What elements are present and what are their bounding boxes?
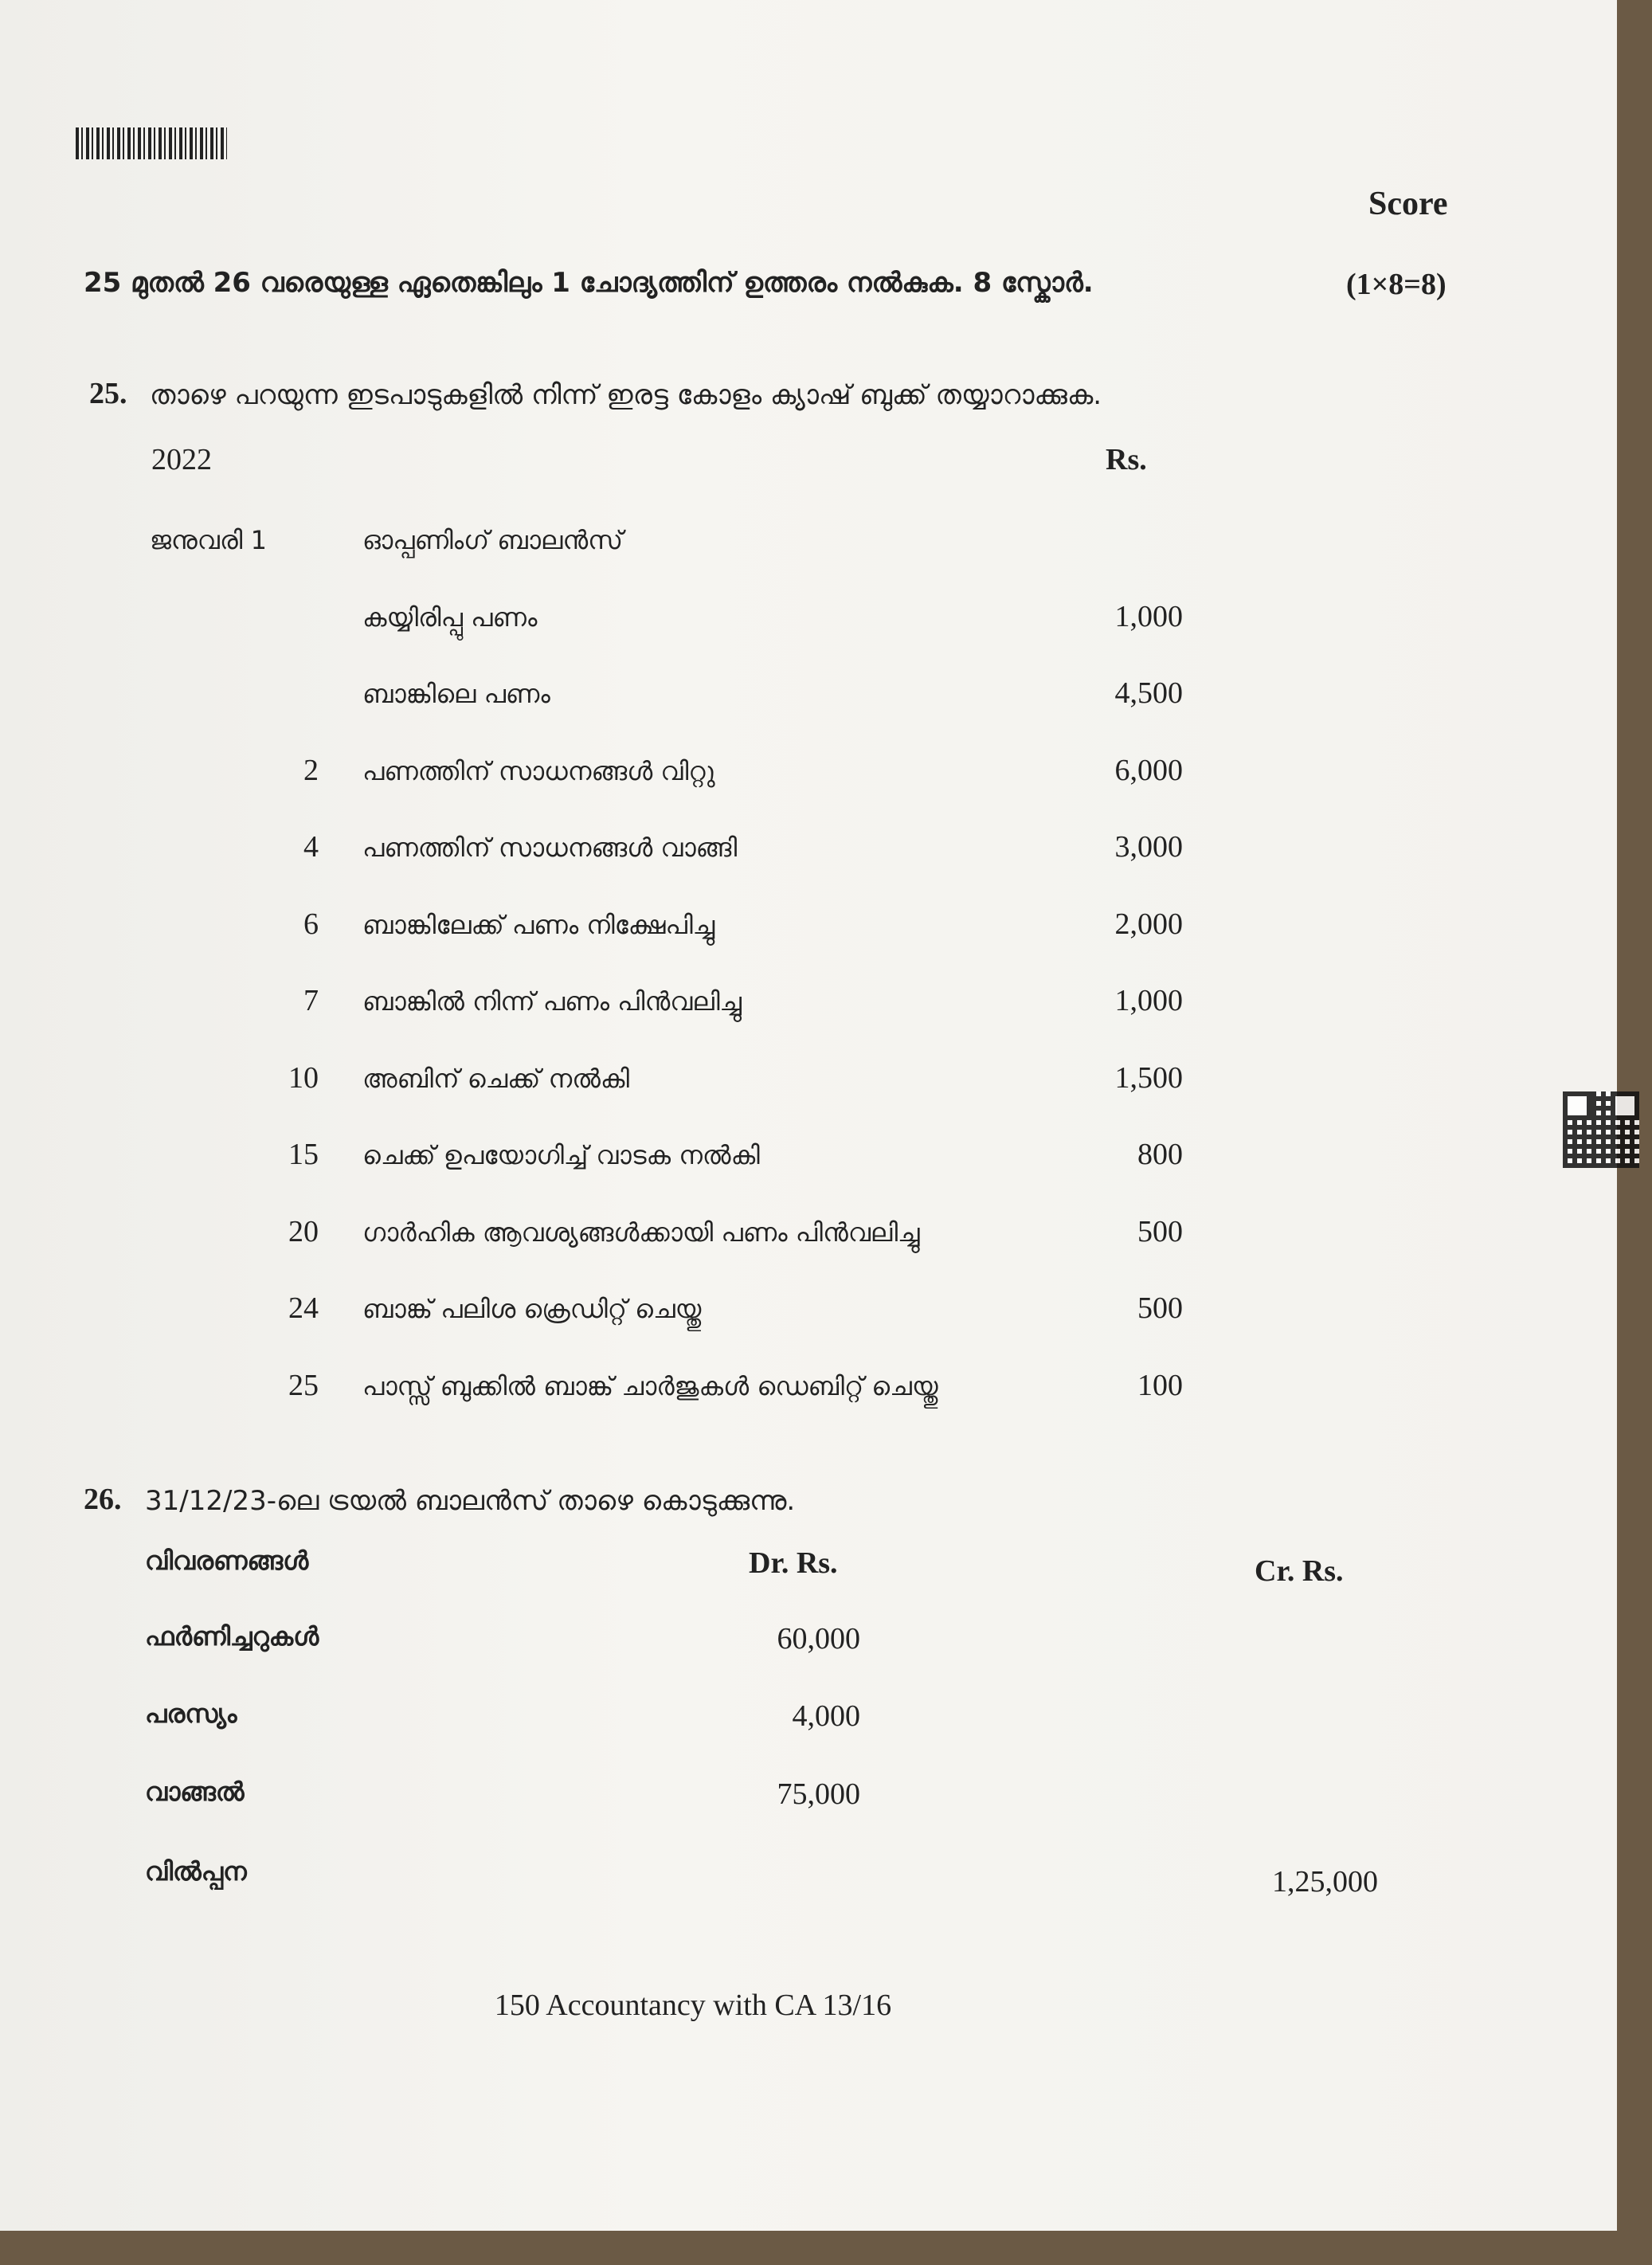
transaction-date: 7 bbox=[303, 984, 319, 1017]
transaction-description: ഓപ്പണിംഗ് ബാലൻസ് bbox=[362, 525, 624, 555]
transaction-description: ബാങ്ക് പലിശ ക്രെഡിറ്റ് ചെയ്തു bbox=[362, 1294, 702, 1324]
transaction-amount: 500 bbox=[1137, 1214, 1183, 1248]
transaction-date: 24 bbox=[288, 1291, 319, 1325]
transaction-amount: 100 bbox=[1137, 1368, 1183, 1402]
account-name: വാങ്ങൽ bbox=[145, 1777, 245, 1807]
transaction-amount: 1,000 bbox=[1114, 599, 1183, 633]
transaction-description: പണത്തിന് സാധനങ്ങൾ വാങ്ങി bbox=[362, 833, 738, 863]
transaction-description: ബാങ്കിലേക്ക് പണം നിക്ഷേപിച്ചു bbox=[362, 909, 715, 940]
transaction-amount: 2,000 bbox=[1114, 907, 1183, 941]
qr-code bbox=[1563, 1091, 1639, 1168]
score-label: Score bbox=[1368, 186, 1448, 222]
transaction-amount: 800 bbox=[1137, 1138, 1183, 1171]
account-name: പരസ്യം bbox=[145, 1699, 237, 1729]
transaction-description: ബാങ്കിലെ പണം bbox=[362, 679, 550, 709]
transaction-date: 4 bbox=[303, 830, 319, 864]
q26-header-cr: Cr. Rs. bbox=[1255, 1554, 1344, 1588]
q25-text: താഴെ പറയുന്ന ഇടപാടുകളിൽ നിന്ന് ഇരട്ട കോളം ക്യാഷ് ബുക്ക് തയ്യാറാക്കുക. bbox=[150, 379, 1102, 411]
q26-text: 31/12/23-ലെ ട്രയൽ ബാലൻസ് താഴെ കൊടുക്കുന്നു. bbox=[145, 1485, 796, 1517]
transaction-description: പണത്തിന് സാധനങ്ങൾ വിറ്റു bbox=[362, 755, 715, 786]
debit-amount: 4,000 bbox=[792, 1699, 860, 1733]
transaction-description: പാസ്സ് ബുക്കിൽ ബാങ്ക് ചാർജുകൾ ഡെബിറ്റ് ചെയ്തു bbox=[362, 1370, 938, 1401]
transaction-amount: 4,500 bbox=[1114, 676, 1183, 710]
transaction-amount: 1,000 bbox=[1114, 984, 1183, 1017]
account-name: ഫർണിച്ചറുകൾ bbox=[145, 1621, 319, 1652]
transaction-date: ജനുവരി 1 bbox=[150, 525, 267, 555]
transaction-amount: 500 bbox=[1137, 1291, 1183, 1325]
transaction-date: 2 bbox=[303, 753, 319, 787]
q25-amount-header: Rs. bbox=[1106, 443, 1147, 476]
transaction-amount: 6,000 bbox=[1114, 753, 1183, 787]
q26-number: 26. bbox=[84, 1483, 122, 1516]
q25-year: 2022 bbox=[151, 443, 212, 476]
transaction-date: 6 bbox=[303, 907, 319, 941]
transaction-description: ബാങ്കിൽ നിന്ന് പണം പിൻവലിച്ചു bbox=[362, 986, 742, 1017]
instruction-text: 25 മുതൽ 26 വരെയുള്ള ഏതെങ്കിലും 1 ചോദ്യത്തിന് ഉത്തരം നൽകുക. 8 സ്കോർ. bbox=[84, 267, 1094, 299]
transaction-description: കയ്യിരിപ്പു പണം bbox=[362, 602, 538, 633]
transaction-date: 25 bbox=[288, 1368, 319, 1402]
debit-amount: 60,000 bbox=[777, 1622, 860, 1656]
transaction-amount: 1,500 bbox=[1114, 1060, 1183, 1095]
credit-amount: 1,25,000 bbox=[1272, 1865, 1378, 1899]
page-footer: 150 Accountancy with CA 13/16 bbox=[494, 1989, 892, 2022]
barcode bbox=[76, 127, 227, 159]
debit-amount: 75,000 bbox=[777, 1777, 860, 1811]
account-name: വിൽപ്പന bbox=[145, 1856, 247, 1887]
instruction-marks: (1×8=8) bbox=[1346, 268, 1446, 301]
transaction-description: ഗാർഹിക ആവശ്യങ്ങൾക്കായി പണം പിൻവലിച്ചു bbox=[362, 1217, 920, 1248]
transaction-description: അബിന് ചെക്ക് നൽകി bbox=[362, 1063, 630, 1094]
transaction-description: ചെക്ക് ഉപയോഗിച്ച് വാടക നൽകി bbox=[362, 1140, 760, 1170]
transaction-date: 10 bbox=[288, 1060, 319, 1095]
transaction-date: 15 bbox=[288, 1138, 319, 1171]
q25-number: 25. bbox=[89, 377, 127, 410]
transaction-amount: 3,000 bbox=[1114, 830, 1183, 864]
q26-header-dr: Dr. Rs. bbox=[749, 1546, 838, 1580]
q26-header-particulars: വിവരണങ്ങൾ bbox=[145, 1546, 309, 1576]
transaction-date: 20 bbox=[288, 1214, 319, 1248]
